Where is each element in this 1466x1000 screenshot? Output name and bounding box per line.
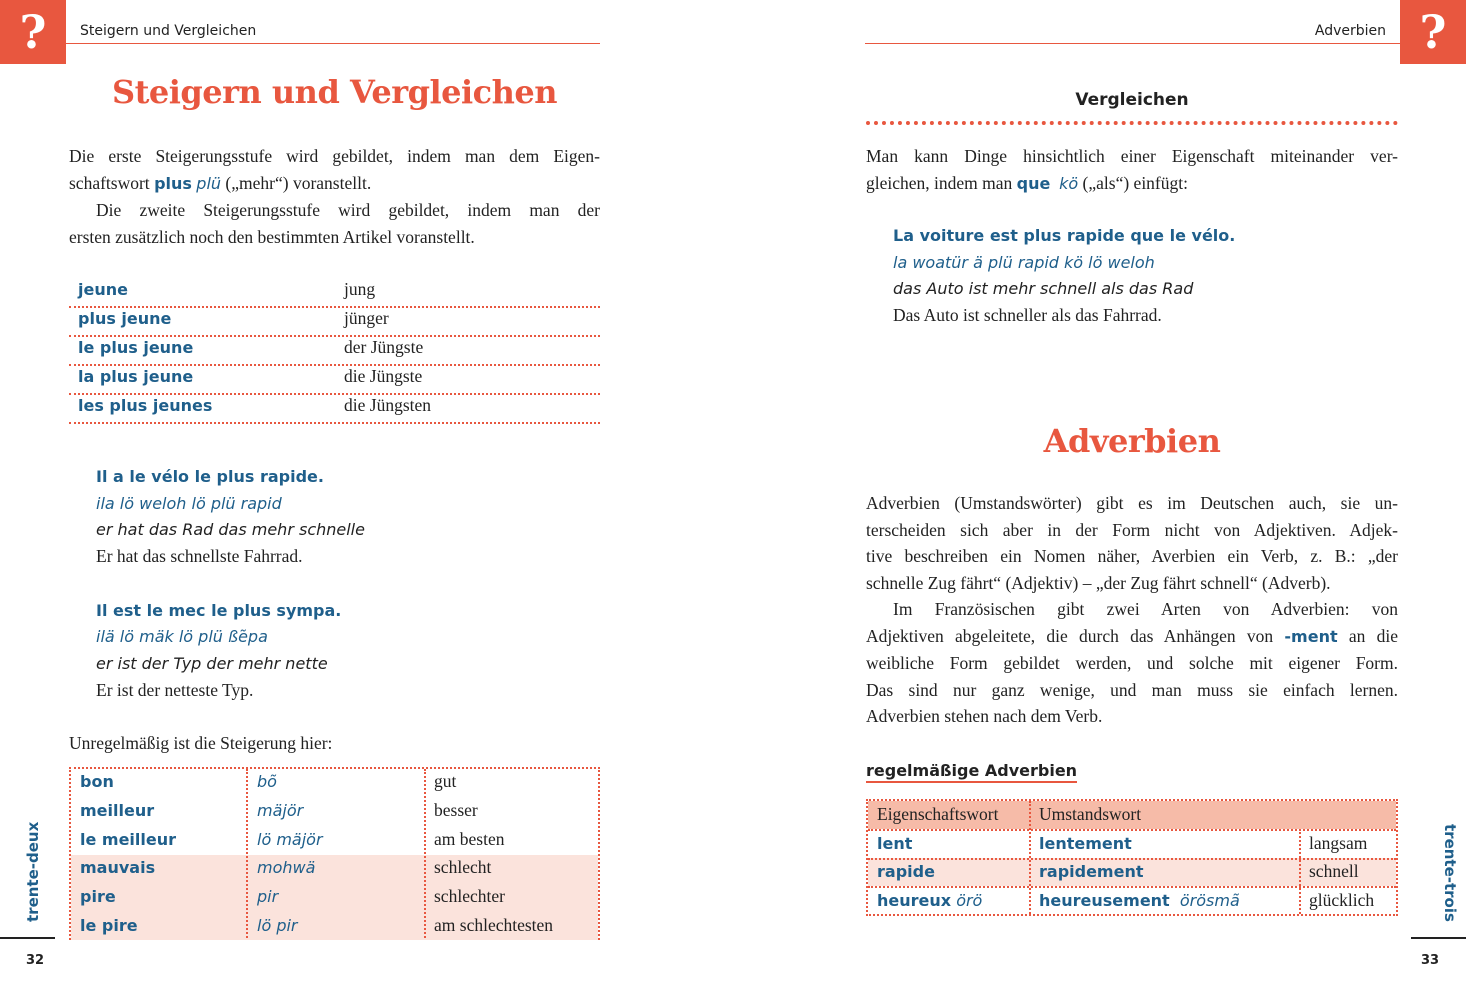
french-word: jeune — [78, 280, 128, 299]
french-word: meilleur — [80, 801, 155, 820]
german-word: die Jüngste — [344, 366, 423, 386]
german-word: schlecht — [434, 857, 492, 877]
section-title: Adverbien — [1043, 422, 1221, 460]
french-suffix: -ment — [1284, 626, 1338, 646]
french-word: la plus jeune — [78, 367, 194, 386]
dotted-rule — [866, 121, 1398, 125]
example-literal: das Auto ist mehr schnell als das Rad — [893, 279, 1194, 298]
intro-text: („mehr“) voranstellt. — [221, 172, 372, 193]
column-divider — [1029, 801, 1031, 914]
french-adjective: rapide — [877, 862, 935, 881]
adverb-line: schnelle Zug fährt“ (Adjektiv) – „der Zug fährt schnell“ (Adverb). — [866, 572, 1331, 593]
table-row — [69, 278, 600, 308]
adverb-line: Adverbien stehen nach dem Verb. — [866, 706, 1103, 726]
adverb-line: Adverbien (Umstandswörter) gibt es im Deutschen auch, sie un- — [866, 493, 1398, 513]
german-word: jünger — [344, 308, 389, 328]
french-adjective: heureux — [877, 891, 952, 910]
example-pronunciation: la woatür ä plü rapid kö lö weloh — [893, 253, 1155, 272]
intro-line — [69, 170, 600, 198]
irregular-table — [69, 767, 600, 940]
french-adjective: lent — [877, 834, 913, 853]
german-word: glücklich — [1309, 890, 1375, 910]
running-header-right: Adverbien — [1314, 23, 1386, 39]
french-word: plus jeune — [78, 309, 172, 328]
pronunciation: örö — [956, 891, 983, 910]
column-divider — [1299, 829, 1301, 914]
adverb-text: Adjektiven abgeleitete, die durch das Anhängen von — [866, 625, 1285, 646]
page-title-left: Steigern und Vergleichen — [112, 73, 557, 111]
german-word: schnell — [1309, 861, 1359, 881]
german-word: am schlechtesten — [434, 915, 554, 935]
french-word: les plus jeunes — [78, 396, 213, 415]
example-literal: er hat das Rad das mehr schnelle — [96, 520, 365, 539]
example-literal: er ist der Typ der mehr nette — [96, 654, 328, 673]
adverb-line — [866, 623, 1398, 651]
french-word: pire — [80, 887, 116, 906]
intro-paragraph — [69, 143, 600, 250]
french-adverb-cell — [1039, 891, 1240, 910]
pronunciation: pir — [257, 887, 279, 906]
german-word: die Jüngsten — [344, 395, 432, 415]
french-adverb: lentement — [1039, 834, 1132, 853]
regular-adverbs-heading: regelmäßige Adverbien — [866, 761, 1077, 783]
pronunciation: lö pir — [257, 916, 298, 935]
german-word: jung — [344, 279, 376, 299]
pronunciation: bõ — [257, 772, 277, 791]
intro-line: ersten zusätzlich noch den bestimmten Artikel voranstellt. — [69, 226, 475, 247]
column-header: Eigenschaftswort — [877, 804, 999, 824]
table-row — [69, 365, 600, 395]
irregular-intro: Unregelmäßig ist die Steigerung hier: — [69, 733, 333, 753]
example-translation: Er hat das schnellste Fahrrad. — [96, 546, 303, 566]
adverb-line: tive beschreiben ein Nomen näher, Averbien ein Verb, z. B.: „der — [866, 546, 1398, 566]
question-mark-icon: ? — [0, 0, 66, 64]
french-adverb: rapidement — [1039, 862, 1144, 881]
example-french: Il est le mec le plus sympa. — [96, 601, 342, 620]
compare-text: („als“) einfügt: — [1078, 172, 1188, 193]
intro-line: Die erste Steigerungsstufe wird gebildet, indem man dem Eigen- — [69, 146, 600, 166]
german-word: gut — [434, 771, 457, 791]
table-row — [69, 336, 600, 366]
table-row — [69, 307, 600, 337]
example-pronunciation: ilä lö mäk lö plü ßẽpa — [96, 627, 268, 646]
column-header: Umstandswort — [1039, 804, 1142, 824]
french-word: le pire — [80, 916, 138, 935]
french-word: mauvais — [80, 858, 156, 877]
page-word-right: trente-trois — [1441, 824, 1459, 922]
page-number-left: 32 — [26, 953, 45, 968]
french-word: bon — [80, 772, 114, 791]
row-divider — [868, 886, 1396, 888]
adverb-line: weibliche Form gebildet werden, und solche mit eigener Form. — [866, 653, 1398, 673]
header-rule-right — [865, 43, 1400, 44]
table-row — [69, 394, 600, 424]
french-adjective-cell — [877, 891, 982, 910]
intro-line: Die zweite Steigerungsstufe wird gebildet, indem man der — [96, 200, 600, 220]
french-word: le meilleur — [80, 830, 177, 849]
compare-line: Man kann Dinge hinsichtlich einer Eigenschaft miteinander ver- — [866, 146, 1398, 166]
adverb-text: an die — [1337, 625, 1398, 646]
running-header-left: Steigern und Vergleichen — [80, 23, 257, 39]
pronunciation: kö — [1059, 173, 1079, 193]
adverb-paragraph — [866, 490, 1398, 730]
pronunciation: örösmã — [1179, 891, 1240, 910]
pronunciation: mäjör — [257, 801, 304, 820]
pronunciation: plü — [196, 173, 222, 193]
page-rule-left — [0, 937, 55, 939]
question-mark-icon: ? — [1400, 0, 1466, 64]
compare-text: gleichen, indem man — [866, 172, 1017, 193]
french-adverb: heureusement — [1039, 891, 1170, 910]
adverb-line: Im Französischen gibt zwei Arten von Adverbien: von — [893, 599, 1398, 619]
example-pronunciation: ila lö weloh lö plü rapid — [96, 494, 282, 513]
french-word: plus — [154, 173, 192, 193]
row-divider — [868, 829, 1396, 831]
page-number-right: 33 — [1421, 953, 1440, 968]
row-divider — [868, 858, 1396, 860]
german-word: langsam — [1309, 833, 1368, 853]
intro-text: schaftswort — [69, 172, 155, 193]
compare-paragraph — [866, 143, 1398, 197]
page-rule-right — [1411, 937, 1466, 939]
german-word: der Jüngste — [344, 337, 424, 357]
german-word: besser — [434, 800, 478, 820]
adverb-line: Das sind nur ganz wenige, und man muss sie einfach lernen. — [866, 679, 1398, 700]
german-word: am besten — [434, 829, 505, 849]
example-french: Il a le vélo le plus rapide. — [96, 467, 324, 486]
example-translation: Das Auto ist schneller als das Fahrrad. — [893, 305, 1162, 325]
example-french: La voiture est plus rapide que le vélo. — [893, 226, 1236, 245]
column-divider — [424, 769, 426, 938]
german-word: schlechter — [434, 886, 505, 906]
header-rule-left — [66, 43, 600, 44]
adverb-line: terscheiden sich aber in der Form nicht von Adjektiven. Adjek- — [866, 519, 1398, 540]
example-translation: Er ist der netteste Typ. — [96, 680, 254, 700]
french-word: le plus jeune — [78, 338, 194, 357]
french-word: que — [1016, 173, 1051, 193]
compare-line — [866, 170, 1398, 198]
pronunciation: lö mäjör — [257, 830, 323, 849]
page-word-left: trente-deux — [24, 821, 42, 922]
subheading: Vergleichen — [1075, 90, 1189, 110]
adverb-table — [866, 799, 1398, 916]
pronunciation: mohwä — [257, 858, 316, 877]
column-divider — [246, 769, 248, 938]
